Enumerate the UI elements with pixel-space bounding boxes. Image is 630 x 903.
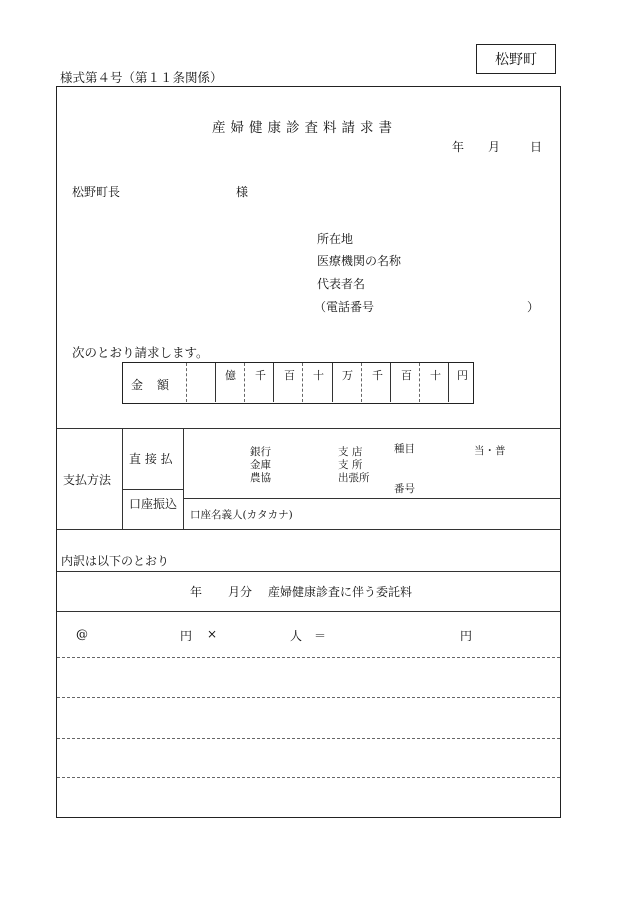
representative-label: 代表者名 bbox=[317, 277, 366, 291]
breakdown-row-line bbox=[57, 738, 560, 739]
bank-type-1: 銀行 bbox=[250, 446, 271, 458]
bank-type-3: 農協 bbox=[250, 472, 271, 484]
unit-hyaku-2: 百 bbox=[401, 369, 412, 382]
date-day: 日 bbox=[530, 140, 543, 154]
account-type-label: 種目 bbox=[394, 443, 415, 455]
unit-oku: 億 bbox=[225, 369, 236, 382]
phone-close: ） bbox=[527, 300, 540, 314]
amount-box bbox=[122, 362, 474, 404]
transfer-label: 口座振込 bbox=[129, 497, 178, 511]
direct-payment-label: 直 接 払 bbox=[129, 452, 173, 466]
phone-label: （電話番号 bbox=[314, 300, 375, 314]
form-title: 産婦健康診査料請求書 bbox=[212, 120, 397, 136]
calc-at: @ bbox=[76, 627, 88, 641]
calc-times: × bbox=[207, 627, 218, 641]
calc-person: 人 bbox=[290, 629, 303, 643]
calc-yen-1: 円 bbox=[180, 629, 193, 643]
calc-equals: ＝ bbox=[314, 629, 327, 643]
payment-method-label: 支払方法 bbox=[63, 473, 112, 487]
municipality-box: 松野町 bbox=[476, 44, 556, 74]
breakdown-row-line bbox=[57, 697, 560, 698]
account-number-label: 番号 bbox=[394, 483, 415, 495]
honorific: 様 bbox=[236, 185, 249, 199]
branch-type-3: 出張所 bbox=[338, 472, 370, 484]
unit-en: 円 bbox=[457, 369, 468, 382]
account-holder-label: 口座名義人(カタカナ) bbox=[190, 509, 293, 521]
bank-type-2: 金庫 bbox=[250, 459, 271, 471]
unit-sen-2: 千 bbox=[372, 369, 383, 382]
unit-ju-2: 十 bbox=[430, 369, 441, 382]
branch-type-1: 支 店 bbox=[338, 446, 363, 458]
address-label: 所在地 bbox=[317, 232, 354, 246]
unit-hyaku-1: 百 bbox=[284, 369, 295, 382]
unit-sen-1: 千 bbox=[255, 369, 266, 382]
breakdown-row-line bbox=[57, 657, 560, 658]
unit-ju-1: 十 bbox=[313, 369, 324, 382]
date-year: 年 bbox=[452, 140, 465, 154]
period-year: 年 bbox=[190, 585, 203, 599]
account-type-values: 当・普 bbox=[474, 445, 506, 457]
period-month: 月分 bbox=[228, 585, 253, 599]
payment-top-line bbox=[57, 428, 560, 429]
request-text: 次のとおり請求します。 bbox=[72, 345, 209, 360]
calc-yen-2: 円 bbox=[460, 629, 473, 643]
date-month: 月 bbox=[488, 140, 501, 154]
addressee: 松野町長 bbox=[72, 185, 121, 199]
unit-man: 万 bbox=[342, 369, 353, 382]
form-number: 様式第４号（第１１条関係） bbox=[60, 70, 223, 85]
breakdown-intro: 内訳は以下のとおり bbox=[61, 554, 170, 568]
breakdown-description: 産婦健康診査に伴う委託料 bbox=[268, 585, 413, 599]
breakdown-row-line bbox=[57, 777, 560, 778]
institution-label: 医療機関の名称 bbox=[317, 254, 402, 268]
amount-label: 金 額 bbox=[131, 378, 171, 392]
branch-type-2: 支 所 bbox=[338, 459, 363, 471]
